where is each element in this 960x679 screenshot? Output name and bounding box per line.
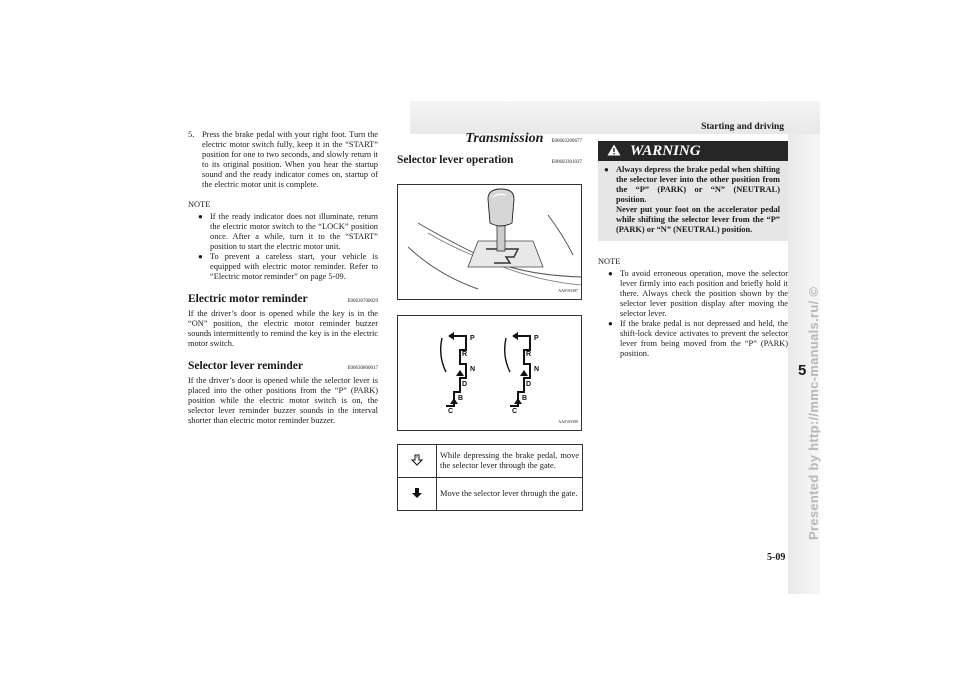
- right-column: [598, 131, 788, 359]
- gate-label-n: N: [534, 366, 540, 373]
- section-heading: [397, 153, 582, 170]
- section-code: E00630700029: [347, 299, 378, 304]
- warning-text-block: [616, 165, 780, 235]
- selector-lever-operation-title: Selector lever operation: [397, 154, 514, 166]
- step-number: 5.: [188, 130, 195, 139]
- warning-triangle-icon: [598, 144, 630, 159]
- solid-down-arrow-icon: [411, 487, 423, 499]
- note-item: [198, 212, 378, 252]
- bullet-icon: ●: [608, 319, 613, 328]
- gate-label-b: B: [522, 395, 528, 402]
- arrow-legend-table: [397, 444, 583, 511]
- section-code: E00630800017: [347, 366, 378, 371]
- legend-text: While depressing the brake pedal, move the selector lever through the gate.: [437, 445, 583, 478]
- bullet-icon: ●: [608, 269, 613, 278]
- section-heading: [188, 292, 378, 309]
- step-5: [188, 130, 378, 190]
- table-row: [398, 445, 583, 478]
- outline-down-arrow-icon: [411, 454, 423, 466]
- warning-header: [598, 141, 788, 161]
- bullet-icon: ●: [604, 165, 609, 174]
- note-text: To prevent a careless start, your vehicle is equipped with electric motor reminder. Refer to “Electric motor reminder” on page 5-09.: [210, 252, 378, 281]
- section-title: Starting and driving: [701, 122, 784, 132]
- warning-text-2: Never put your foot on the accelerator pedal while shifting the selector lever from the “P” (PARK) or “N” (NEUTRAL) position.: [616, 205, 780, 234]
- note-label: NOTE: [188, 200, 211, 209]
- transmission-heading: [397, 131, 582, 147]
- watermark: Presented by http://mmc-manuals.ru/ ©: [806, 286, 821, 540]
- note-text: If the brake pedal is not depressed and held, the shift-lock device activates to prevent the selector lever from being moved from the “P” (PARK) position.: [620, 319, 788, 358]
- section-code: E00603200677: [551, 139, 582, 144]
- note-text: If the ready indicator does not illuminate, return the electric motor switch to the “LOCK” position once. After a while, turn it to the “START” position to start the electric motor unit.: [210, 212, 378, 251]
- section-text: If the driver’s door is opened while the selector lever is placed into the other positions from the “P” (PARK) position while the electric motor switch is on, the selector lever reminder buzzer sounds in the interval shorter than electric motor reminder buzzer.: [188, 376, 378, 425]
- note-block: [598, 257, 788, 359]
- section-text: If the driver’s door is opened while the key is in the “ON” position, the electric motor reminder buzzer sounds intermittently to remind the key is in the electric motor switch.: [188, 309, 378, 348]
- left-column: [188, 130, 378, 426]
- warning-label: WARNING: [630, 143, 701, 159]
- warning-item: [604, 165, 780, 235]
- section-code: E00603301037: [551, 160, 582, 165]
- gate-label-r: R: [526, 351, 532, 358]
- legend-icon-cell: [398, 478, 437, 511]
- note-item: [608, 269, 788, 319]
- gate-label-r: R: [462, 351, 468, 358]
- warning-box: [598, 141, 788, 241]
- warning-body: [598, 161, 788, 235]
- selector-lever-illustration: [397, 184, 582, 300]
- chapter-tab-number: 5: [798, 362, 807, 379]
- legend-icon-cell: [398, 445, 437, 478]
- middle-column: [397, 131, 582, 511]
- gate-label-n: N: [470, 366, 476, 373]
- shift-lever-drawing: [398, 185, 581, 297]
- gate-label-b: B: [458, 395, 464, 402]
- note-item: [198, 252, 378, 282]
- gate-label-d: D: [526, 381, 532, 388]
- step-text: Press the brake pedal with your right foot. Turn the electric motor switch fully, keep it in the “START” position for one to two seconds, and slowly return it to its original position. When you hear the startup sound and the ready indicator comes on, startup of the electric motor unit is complete.: [202, 130, 378, 189]
- note-label: NOTE: [598, 257, 621, 266]
- section-title-electric-motor-reminder: Electric motor reminder: [188, 293, 308, 305]
- note-block: [188, 200, 378, 282]
- gate-label-c: C: [512, 408, 518, 415]
- gate-pattern-drawing: [398, 316, 581, 428]
- table-row: [398, 478, 583, 511]
- figure-code: AA0103387: [558, 288, 578, 293]
- gate-pattern-diagram: [397, 315, 582, 431]
- bullet-icon: ●: [198, 212, 203, 221]
- bullet-icon: ●: [198, 252, 203, 261]
- transmission-title: Transmission: [465, 131, 544, 146]
- warning-text: Always depress the brake pedal when shifting the selector lever into the other position from the “P” (PARK) or “N” (NEUTRAL) position.: [616, 165, 780, 204]
- section-heading: [188, 359, 378, 376]
- gate-label-p: P: [534, 335, 539, 342]
- gate-label-p: P: [470, 335, 475, 342]
- gate-label-d: D: [462, 381, 468, 388]
- section-title-selector-lever-reminder: Selector lever reminder: [188, 360, 303, 372]
- note-text: To avoid erroneous operation, move the selector lever firmly into each position and briefly hold it there. Always check the position shown by the selector lever position display after moving the selector lever.: [620, 269, 788, 318]
- note-item: [608, 319, 788, 359]
- gate-label-c: C: [448, 408, 454, 415]
- figure-code: AA0103390: [558, 419, 578, 424]
- legend-text: Move the selector lever through the gate.: [437, 478, 583, 511]
- page-number: 5-09: [767, 552, 786, 563]
